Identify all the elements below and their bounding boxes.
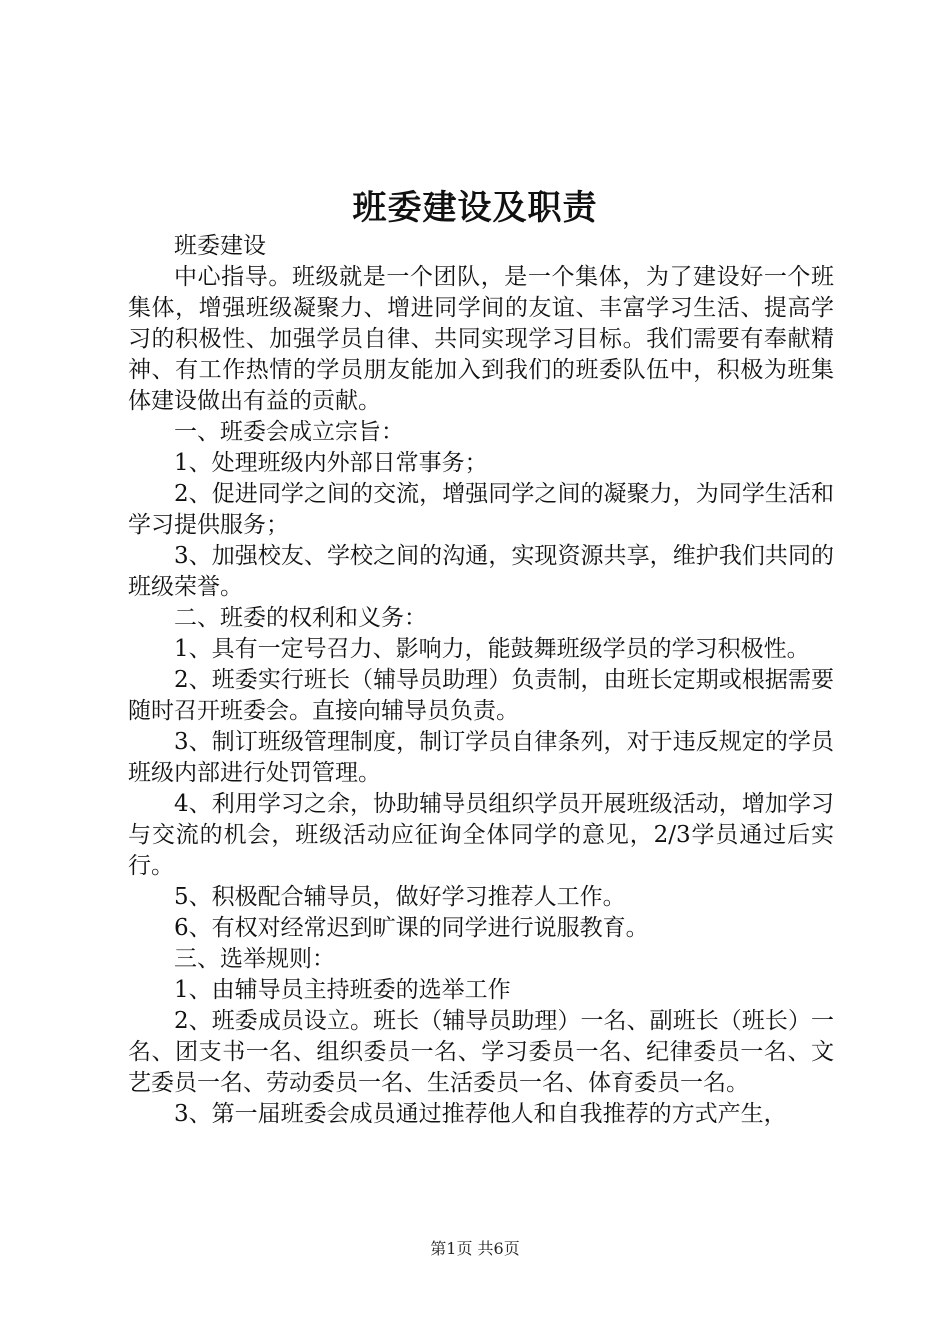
list-item: 1、由辅导员主持班委的选举工作 xyxy=(174,977,511,1003)
page-footer: 第1页 共6页 xyxy=(430,1239,520,1258)
list-item: 3、制订班级管理制度，制订学员自律条列，对于违反规定的学员班级内部进行处罚管理。 xyxy=(128,729,834,786)
section-heading-2: 二、班委的权利和义务： xyxy=(174,605,427,631)
list-item: 3、第一届班委会成员通过推荐他人和自我推荐的方式产生， xyxy=(174,1101,787,1127)
list-item: 1、具有一定号召力、影响力，能鼓舞班级学员的学习积极性。 xyxy=(174,636,810,662)
list-item: 5、积极配合辅导员，做好学习推荐人工作。 xyxy=(174,884,626,910)
list-item: 2、促进同学之间的交流，增强同学之间的凝聚力，为同学生活和学习提供服务； xyxy=(128,481,834,538)
list-item: 4、利用学习之余，协助辅导员组织学员开展班级活动，增加学习与交流的机会，班级活动应征询全体同学的意见，2/3学员通过后实行。 xyxy=(128,791,834,879)
list-item: 6、有权对经常迟到旷课的同学进行说服教育。 xyxy=(174,915,649,941)
paragraph-intro: 中心指导。班级就是一个团队，是一个集体，为了建设好一个班集体，增强班级凝聚力、增进同学间的友谊、丰富学习生活、提高学习的积极性、加强学员自律、共同实现学习目标。我们需要有奉献精神、有工作热情的学员朋友能加入到我们的班委队伍中，积极为班集体建设做出有益的贡献。 xyxy=(128,264,834,414)
paragraph-heading: 班委建设 xyxy=(174,233,266,259)
section-heading-3: 三、选举规则： xyxy=(174,946,335,972)
list-item: 2、班委实行班长（辅导员助理）负责制，由班长定期或根据需要随时召开班委会。直接向辅导员负责。 xyxy=(128,667,834,724)
list-item: 2、班委成员设立。班长（辅导员助理）一名、副班长（班长）一名、团支书一名、组织委员一名、学习委员一名、纪律委员一名、文艺委员一名、劳动委员一名、生活委员一名、体育委员一名。 xyxy=(128,1008,834,1096)
document-title: 班委建设及职责 xyxy=(352,188,598,228)
document-body xyxy=(128,231,834,1130)
list-item: 3、加强校友、学校之间的沟通，实现资源共享，维护我们共同的班级荣誉。 xyxy=(128,543,834,600)
section-heading-1: 一、班委会成立宗旨： xyxy=(174,419,404,445)
list-item: 1、处理班级内外部日常事务； xyxy=(174,450,488,476)
